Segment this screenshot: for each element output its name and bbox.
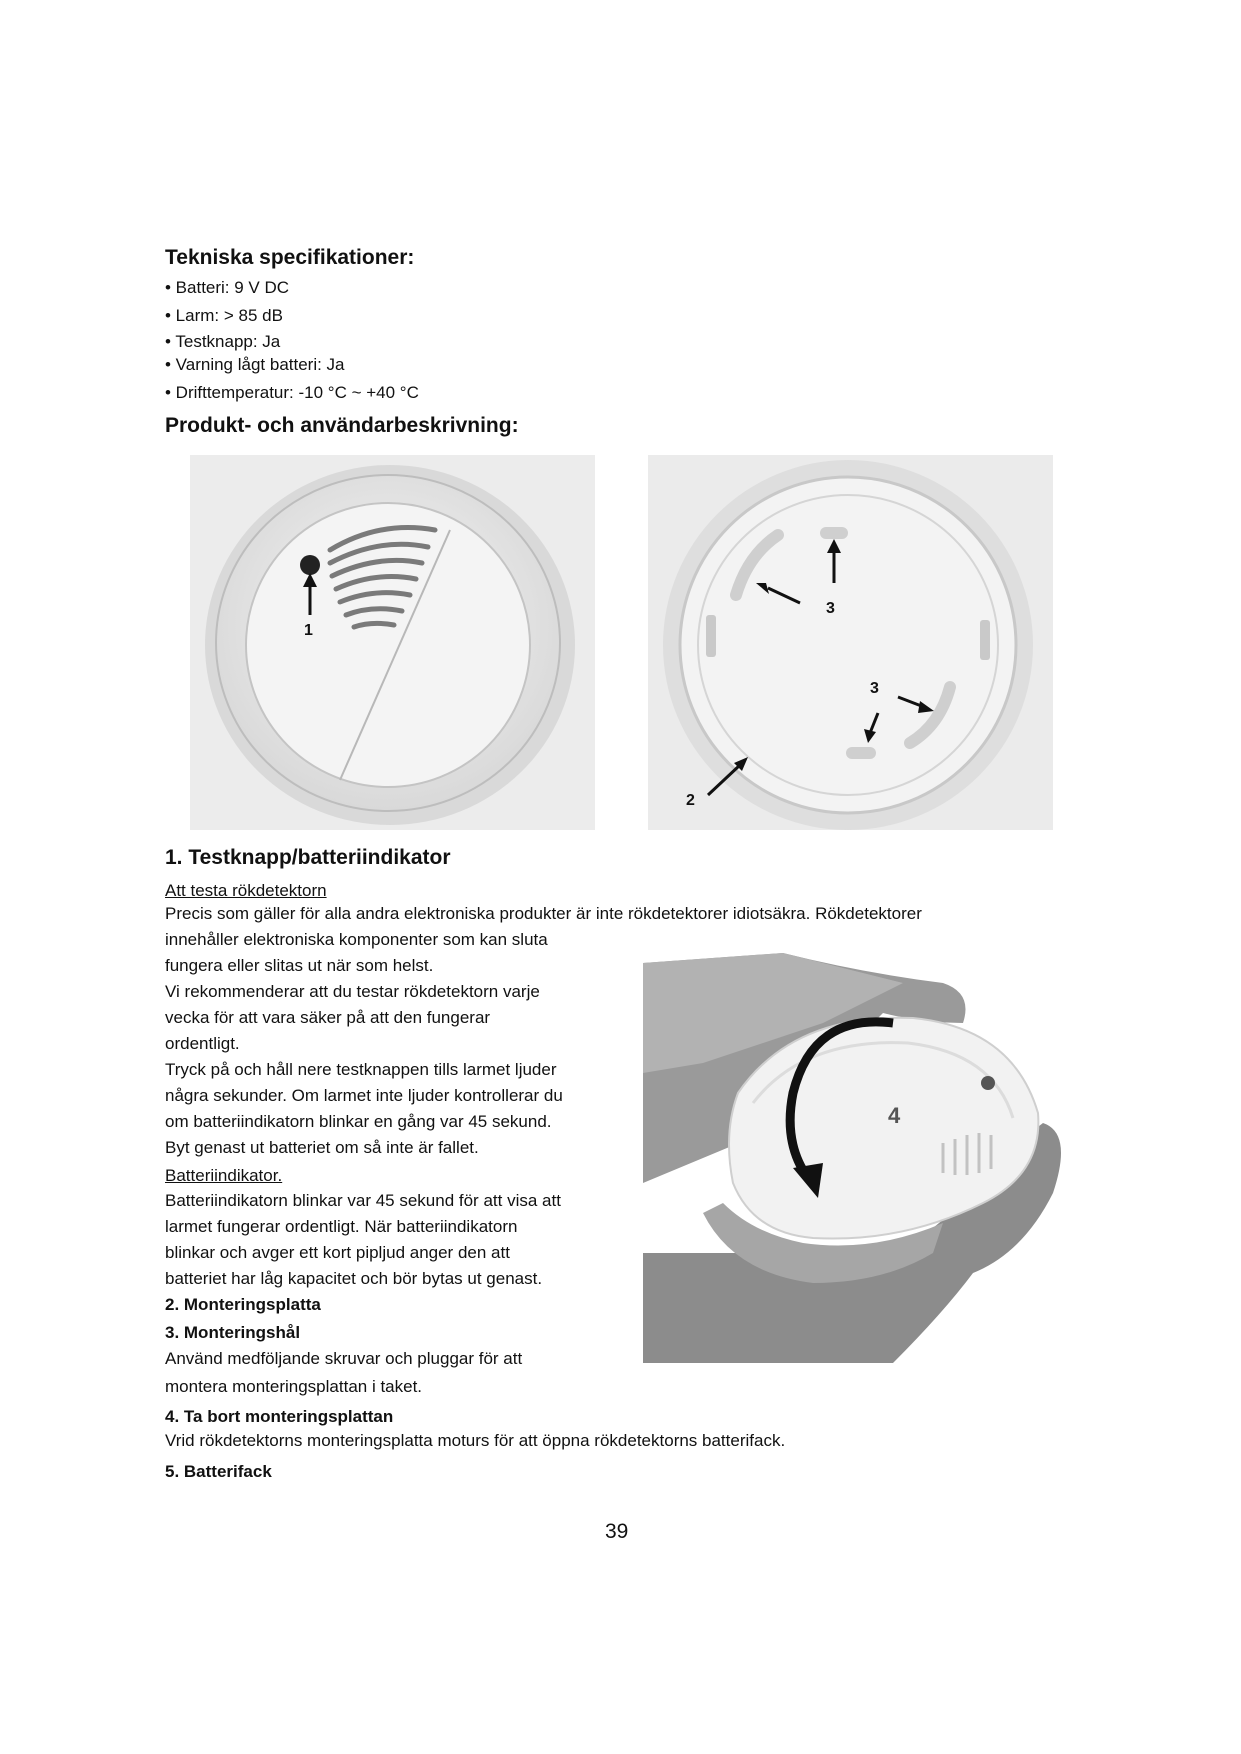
text-line: fungera eller slitas ut när som helst.	[165, 956, 434, 975]
fig3-label: 4	[888, 1103, 901, 1128]
section3-paragraph	[165, 1346, 635, 1400]
spec-test-button: • Testknapp: Ja	[165, 332, 281, 351]
fig2-label-bottom: 2	[686, 792, 695, 809]
page-number: 39	[605, 1520, 629, 1543]
spec-temperature: • Drifttemperatur: -10 °C ~ +40 °C	[165, 383, 419, 402]
text-line: Använd medföljande skruvar och pluggar för att	[165, 1349, 523, 1368]
section1-subheading-battery: Batteriindikator.	[165, 1166, 283, 1185]
text-line: Tryck på och håll nere testknappen tills larmet ljuder	[165, 1060, 557, 1079]
text-line: larmet fungerar ordentligt. När batteriindikatorn	[165, 1217, 518, 1236]
section4-paragraph: Vrid rökdetektorns monteringsplatta moturs för att öppna rökdetektorns batterifack.	[165, 1431, 786, 1450]
specs-heading: Tekniska specifikationer:	[165, 246, 415, 269]
section4-heading: 4. Ta bort monteringsplattan	[165, 1407, 394, 1426]
text-line: några sekunder. Om larmet inte ljuder kontrollerar du	[165, 1086, 563, 1105]
hands-rotating-detector-image	[643, 953, 1073, 1363]
fig1-label: 1	[304, 622, 313, 639]
section1-paragraph	[165, 927, 635, 1161]
spec-alarm: • Larm: > 85 dB	[165, 306, 283, 325]
text-line: montera monteringsplattan i taket.	[165, 1377, 423, 1396]
fig2-label-right: 3	[870, 680, 879, 697]
text-line: Batteriindikatorn blinkar var 45 sekund för att visa att	[165, 1191, 561, 1210]
text-line: vecka för att vara säker på att den fungerar	[165, 1008, 491, 1027]
mounting-plate-image	[648, 455, 1053, 830]
section1-heading: 1. Testknapp/batteriindikator	[165, 846, 451, 869]
product-heading: Produkt- och användarbeskrivning:	[165, 414, 519, 437]
section1-paragraph-full: Precis som gäller för alla andra elektroniska produkter är inte rökdetektorer idiotsäkra. Rökdetektorer	[165, 904, 922, 923]
smoke-detector-front-image	[190, 455, 595, 830]
section1-subheading-test: Att testa rökdetektorn	[165, 881, 327, 900]
section3-heading: 3. Monteringshål	[165, 1323, 301, 1342]
text-line: om batteriindikatorn blinkar en gång var 45 sekund.	[165, 1112, 552, 1131]
spec-battery: • Batteri: 9 V DC	[165, 278, 290, 297]
text-line: Byt genast ut batteriet om så inte är fallet.	[165, 1138, 479, 1157]
text-line: Vi rekommenderar att du testar rökdetektorn varje	[165, 982, 540, 1001]
text-line: ordentligt.	[165, 1034, 240, 1053]
text-line: blinkar och avger ett kort pipljud anger den att	[165, 1243, 510, 1262]
text-line: innehåller elektroniska komponenter som kan sluta	[165, 930, 548, 949]
fig2-label-top: 3	[826, 600, 835, 617]
section2-heading: 2. Monteringsplatta	[165, 1295, 321, 1314]
spec-low-battery: • Varning lågt batteri: Ja	[165, 355, 345, 374]
section5-heading: 5. Batterifack	[165, 1462, 272, 1481]
text-line: batteriet har låg kapacitet och bör bytas ut genast.	[165, 1269, 543, 1288]
battery-paragraph	[165, 1188, 635, 1292]
